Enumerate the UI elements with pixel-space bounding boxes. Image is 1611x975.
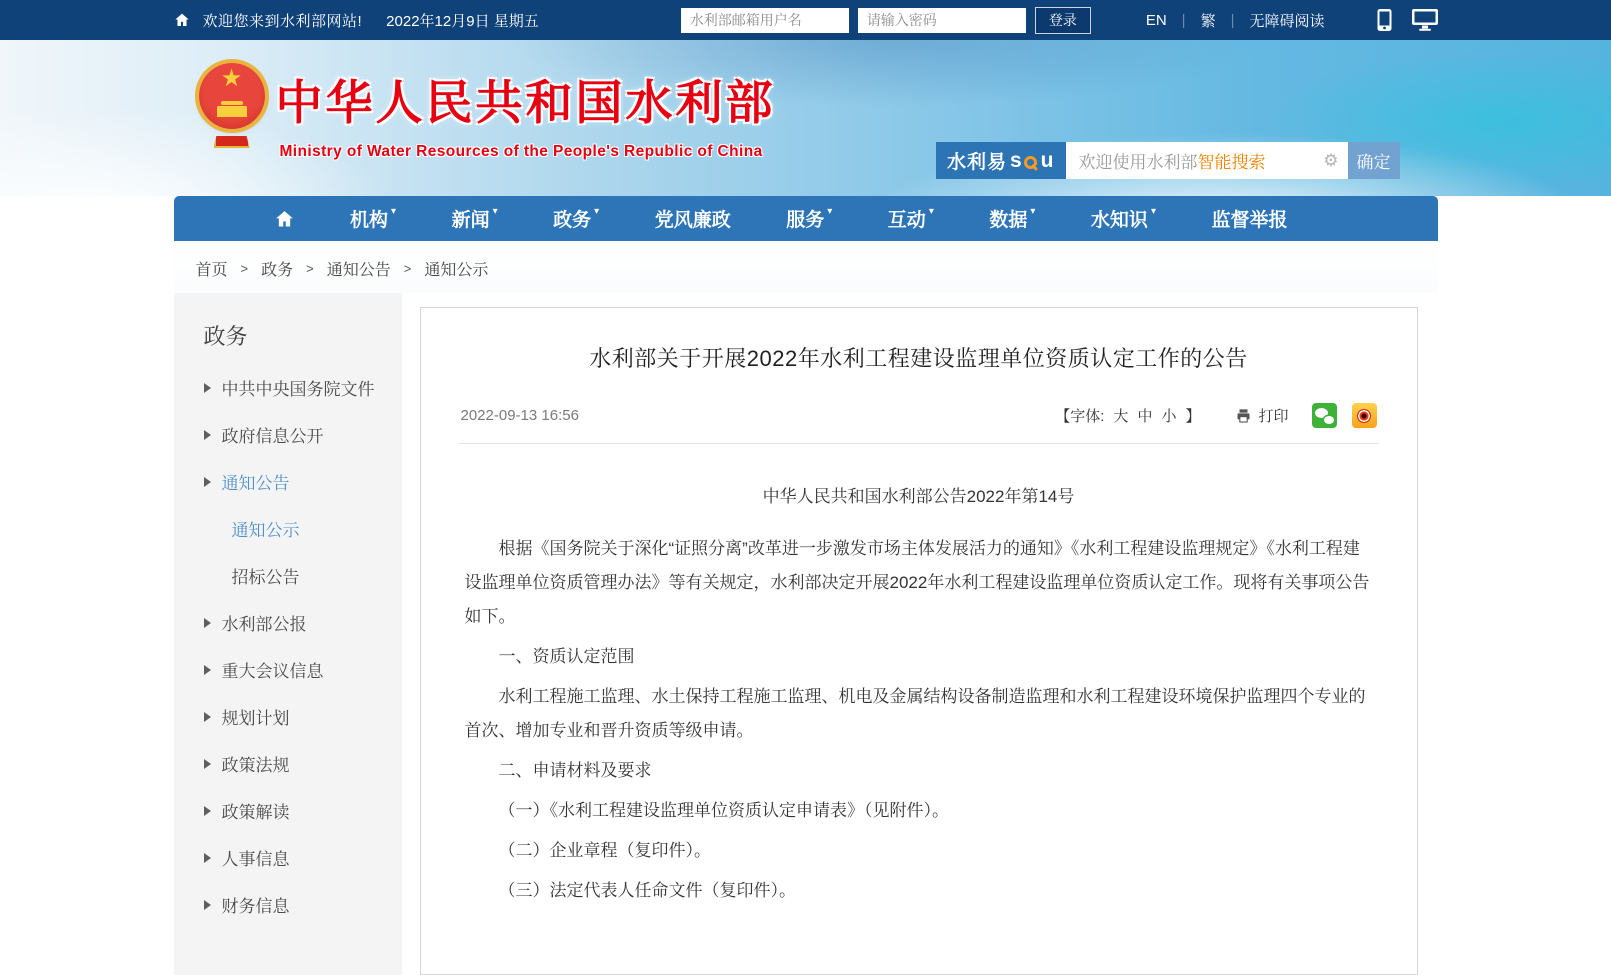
emblem-ribbon [214,136,250,148]
welcome-text: 欢迎您来到水利部网站! [202,12,363,30]
publish-time: 2022-09-13 16:56 [460,407,579,424]
national-emblem [196,60,268,146]
triangle-icon [204,853,211,863]
language-links [1146,10,1325,31]
list-item: （一）《水利工程建设监理单位资质认定申请表》（见附件）。 [498,801,949,820]
font-size-medium-button[interactable]: 中 [1137,408,1153,425]
gear-icon[interactable]: ⚙ [1323,150,1339,170]
list-item: （三）法定代表人任命文件（复印件）。 [498,881,796,900]
paragraph: 水利工程施工监理、水土保持工程施工监理、机电及金属结构设备制造监理和水利工程建设环境保护监理四个专业的首次、增加专业和晋升资质等级申请。 [464,687,1366,740]
site-title: 中华人民共和国水利部 [275,76,776,129]
font-size-small-button[interactable]: 小 [1161,408,1177,425]
printer-icon [1235,408,1252,424]
sidebar-item-gov-info[interactable]: 政府信息公开 [174,411,402,458]
chevron-down-icon: ▾ [928,206,934,217]
sidebar-item-finance[interactable]: 财务信息 [174,881,402,928]
site-identity [276,66,776,161]
breadcrumb-notices[interactable]: 通知公告 [326,262,391,279]
chevron-down-icon: ▾ [827,206,833,217]
sidebar-item-major-meetings[interactable]: 重大会议信息 [174,646,402,693]
chevron-down-icon: ▾ [492,206,498,217]
nav-item-services[interactable]: 服务 ▾ [786,206,833,231]
breadcrumb-gov-affairs[interactable]: 政务 [261,262,294,279]
font-widget-close: 】 [1185,408,1201,425]
wechat-share-icon[interactable] [1312,403,1337,428]
font-widget-open: 【字体: [1055,408,1105,425]
sidebar-item-central-docs[interactable]: 中共中央国务院文件 [174,364,402,411]
triangle-icon [204,665,211,675]
triangle-icon [204,806,211,816]
sidebar [174,293,402,975]
search-brand [936,142,1066,179]
sidebar-title: 政务 [203,324,248,349]
article-body [459,444,1379,908]
article-title: 水利部关于开展2022年水利工程建设监理单位资质认定工作的公告 [589,346,1248,371]
emblem-star-icon: ★ [220,65,243,92]
search-bar [936,142,1400,179]
topbar [0,0,1611,40]
breadcrumb-current[interactable]: 通知公示 [424,262,489,279]
header-banner [0,40,1611,196]
accessibility-link[interactable]: 无障碍阅读 [1249,12,1325,30]
device-icons [1377,9,1438,31]
sidebar-item-bidding[interactable]: 招标公告 [231,568,300,587]
triangle-icon [204,477,211,487]
chevron-down-icon: ▾ [391,206,397,217]
content-panel [402,293,1438,975]
lang-traditional-link[interactable]: 繁 [1200,12,1216,30]
sidebar-item-gazette[interactable]: 水利部公报 [174,599,402,646]
nav-home-icon[interactable] [274,209,295,229]
chevron-down-icon: ▾ [1030,206,1036,217]
login-button[interactable]: 登录 [1035,7,1091,34]
search-brand-u: u [1040,148,1055,172]
sidebar-item-policies[interactable]: 政策法规 [174,740,402,787]
breadcrumb-separator: > [240,261,249,276]
triangle-icon [204,712,211,722]
magnifier-icon [1024,156,1037,169]
article-meta [459,403,1379,444]
nav-item-news[interactable]: 新闻 ▾ [451,206,498,231]
triangle-icon [204,430,211,440]
chevron-down-icon: ▾ [1150,206,1156,217]
home-icon[interactable] [174,12,190,28]
email-username-input[interactable] [681,8,849,33]
breadcrumb [174,241,1438,293]
search-placeholder-prefix: 欢迎使用水利部 [1078,153,1198,172]
nav-item-party-integrity[interactable]: 党风廉政 [654,210,731,231]
sidebar-item-policy-interpretation[interactable]: 政策解读 [174,787,402,834]
breadcrumb-separator: > [403,261,412,276]
sidebar-item-notice-public[interactable]: 通知公示 [231,521,300,540]
sidebar-item-notices[interactable]: 通知公告 [174,458,402,505]
lang-en-link[interactable]: EN [1145,11,1167,29]
triangle-icon [204,383,211,393]
search-submit-button[interactable]: 确定 [1348,142,1400,179]
search-brand-text: 水利易 [946,152,1007,173]
main-nav [174,196,1438,241]
nav-item-supervision-report[interactable]: 监督举报 [1211,210,1288,231]
nav-item-water-knowledge[interactable]: 水知识 ▾ [1090,206,1156,231]
emblem-gate-icon [217,106,247,117]
print-button[interactable]: 打印 [1235,405,1288,426]
weibo-share-icon[interactable] [1352,403,1377,428]
section-heading: 一、资质认定范围 [498,647,635,666]
desktop-icon[interactable] [1412,9,1438,31]
sidebar-item-planning[interactable]: 规划计划 [174,693,402,740]
password-input[interactable] [858,8,1026,33]
main-area [174,293,1438,975]
breadcrumb-home[interactable]: 首页 [195,262,228,279]
nav-item-gov-affairs[interactable]: 政务 ▾ [553,206,600,231]
triangle-icon [204,759,211,769]
breadcrumb-separator: > [306,261,314,276]
article-box [420,307,1418,975]
nav-item-data[interactable]: 数据 ▾ [989,206,1036,231]
current-date: 2022年12月9日 星期五 [386,12,539,30]
triangle-icon [204,900,211,910]
triangle-icon [204,618,211,628]
list-item: （二）企业章程（复印件）。 [498,841,711,860]
paragraph: 根据《国务院关于深化“证照分离”改革进一步激发市场主体发展活力的通知》《水利工程建设监理规定》《水利工程建设监理单位资质管理办法》等有关规定，水利部决定开展2022年水利工程建设监理单位资质认定工作。现将有关事项公告如下。 [464,539,1370,626]
search-input[interactable] [1066,142,1348,179]
font-size-large-button[interactable]: 大 [1113,408,1129,425]
divider: | [1230,11,1235,29]
mobile-icon[interactable] [1377,9,1392,31]
section-heading: 二、申请材料及要求 [498,761,652,780]
divider: | [1181,11,1186,29]
search-brand-s: s [1009,148,1023,172]
search-placeholder-highlight: 智能搜索 [1197,153,1266,172]
sidebar-item-personnel[interactable]: 人事信息 [174,834,402,881]
nav-item-interaction[interactable]: 互动 ▾ [887,206,934,231]
nav-item-orgs[interactable]: 机构 ▾ [350,206,397,231]
site-subtitle: Ministry of Water Resources of the People's Republic of China [279,143,763,160]
chevron-down-icon: ▾ [594,206,600,217]
doc-number: 中华人民共和国水利部公告2022年第14号 [762,487,1075,506]
